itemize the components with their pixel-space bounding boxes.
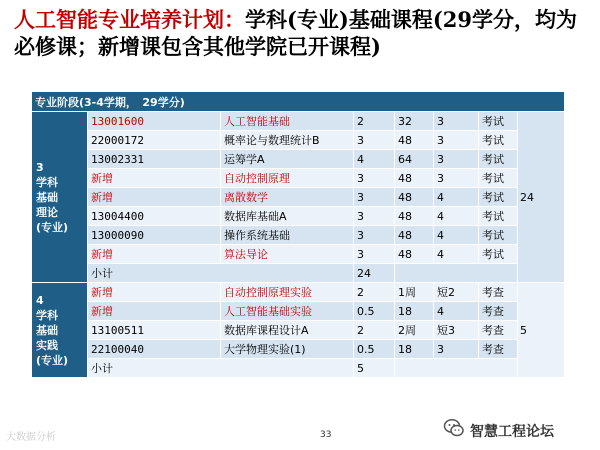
- course-assessment: 考查: [479, 302, 518, 321]
- course-assessment: 考试: [479, 131, 518, 150]
- course-code: 13002331: [88, 150, 221, 169]
- course-table: [31, 91, 565, 378]
- course-assessment: 考查: [479, 283, 518, 302]
- course-semester: 短3: [434, 321, 479, 340]
- course-credit: 2: [354, 321, 395, 340]
- course-assessment: 考试: [479, 188, 518, 207]
- course-code: 13100511: [88, 321, 221, 340]
- course-assessment: 考试: [479, 112, 518, 131]
- course-hours: 48: [395, 169, 434, 188]
- course-name: 算法导论: [221, 245, 354, 264]
- course-semester: 4: [434, 188, 479, 207]
- course-name: 自动控制原理: [221, 169, 354, 188]
- course-name: 数据库基础A: [221, 207, 354, 226]
- course-hours: 18: [395, 340, 434, 359]
- course-name: 数据库课程设计A: [221, 321, 354, 340]
- course-hours: 48: [395, 131, 434, 150]
- subtotal-row: [32, 359, 565, 378]
- course-code: 13004400: [88, 207, 221, 226]
- course-credit: 2: [354, 112, 395, 131]
- course-credit: 2: [354, 283, 395, 302]
- section-total: 5: [518, 283, 565, 378]
- course-credit: 3: [354, 169, 395, 188]
- course-assessment: 考试: [479, 207, 518, 226]
- course-name: 自动控制原理实验: [221, 283, 354, 302]
- slide-title-rest: 学科(专业)基础课程(29学分，均为必修课；新增课包含其他学院已开课程): [14, 7, 578, 59]
- course-hours: 48: [395, 245, 434, 264]
- course-name: 人工智能基础: [221, 112, 354, 131]
- course-semester: 短2: [434, 283, 479, 302]
- course-credit: 3: [354, 226, 395, 245]
- subtotal-value: 5: [354, 359, 395, 378]
- course-credit: 4: [354, 150, 395, 169]
- course-code: 新增: [88, 169, 221, 188]
- course-code: 新增: [88, 188, 221, 207]
- subtotal-label: 小计: [88, 359, 354, 378]
- course-code: 新增: [88, 283, 221, 302]
- course-hours: 2周: [395, 321, 434, 340]
- wechat-icon: [443, 417, 465, 439]
- course-assessment: 考试: [479, 150, 518, 169]
- table-row: [32, 188, 565, 207]
- course-credit: 0.5: [354, 340, 395, 359]
- section-label: 4 学科 基础 实践 (专业): [32, 283, 88, 378]
- course-name: 操作系统基础: [221, 226, 354, 245]
- course-credit: 3: [354, 131, 395, 150]
- course-semester: 4: [434, 302, 479, 321]
- subtotal-empty: [395, 264, 518, 283]
- course-semester: 4: [434, 207, 479, 226]
- subtotal-label: 小计: [88, 264, 354, 283]
- course-hours: 48: [395, 188, 434, 207]
- page-number: 33: [320, 430, 332, 440]
- course-hours: 64: [395, 150, 434, 169]
- course-name: 运筹学A: [221, 150, 354, 169]
- table-row: [32, 245, 565, 264]
- course-hours: 1周: [395, 283, 434, 302]
- course-semester: 3: [434, 340, 479, 359]
- course-code: 13000090: [88, 226, 221, 245]
- course-assessment: 考试: [479, 226, 518, 245]
- course-hours: 18: [395, 302, 434, 321]
- course-name: 离散数学: [221, 188, 354, 207]
- subtotal-empty: [395, 359, 518, 378]
- course-code: 新增: [88, 302, 221, 321]
- course-code: 22100040: [88, 340, 221, 359]
- course-credit: 3: [354, 207, 395, 226]
- course-assessment: 考查: [479, 321, 518, 340]
- table-row: [32, 207, 565, 226]
- table-header-row: [32, 92, 565, 112]
- course-semester: 3: [434, 112, 479, 131]
- course-credit: 0.5: [354, 302, 395, 321]
- course-semester: 4: [434, 245, 479, 264]
- slide-title-highlight: 人工智能专业培养计划：: [14, 7, 245, 32]
- course-name: 人工智能基础实验: [221, 302, 354, 321]
- table-row: [32, 340, 565, 359]
- table-row: [32, 302, 565, 321]
- course-code: 22000172: [88, 131, 221, 150]
- course-assessment: 考试: [479, 245, 518, 264]
- course-hours: 48: [395, 226, 434, 245]
- table-header-cell: 专业阶段(3-4学期， 29学分): [32, 92, 565, 112]
- watermark-right: 智慧工程论坛: [470, 424, 554, 440]
- course-semester: 4: [434, 226, 479, 245]
- course-assessment: 考查: [479, 340, 518, 359]
- watermark-left: 大数据分析: [6, 432, 56, 443]
- course-hours: 48: [395, 207, 434, 226]
- table-row: [32, 283, 565, 302]
- slide-title: [14, 6, 590, 60]
- course-semester: 3: [434, 131, 479, 150]
- course-hours: 32: [395, 112, 434, 131]
- table-row: [32, 169, 565, 188]
- section-label: 3 学科 基础 理论 (专业): [32, 112, 88, 283]
- table-row: [32, 112, 565, 131]
- subtotal-row: [32, 264, 565, 283]
- course-credit: 3: [354, 188, 395, 207]
- table-row: [32, 226, 565, 245]
- course-name: 概率论与数理统计B: [221, 131, 354, 150]
- subtotal-value: 24: [354, 264, 395, 283]
- table-row: [32, 131, 565, 150]
- table-row: [32, 150, 565, 169]
- table-row: [32, 321, 565, 340]
- course-code: 新增: [88, 245, 221, 264]
- course-assessment: 考试: [479, 169, 518, 188]
- course-credit: 3: [354, 245, 395, 264]
- course-semester: 3: [434, 150, 479, 169]
- section-total: 24: [518, 112, 565, 283]
- course-name: 大学物理实验(1): [221, 340, 354, 359]
- course-semester: 3: [434, 169, 479, 188]
- course-code: 13001600: [88, 112, 221, 131]
